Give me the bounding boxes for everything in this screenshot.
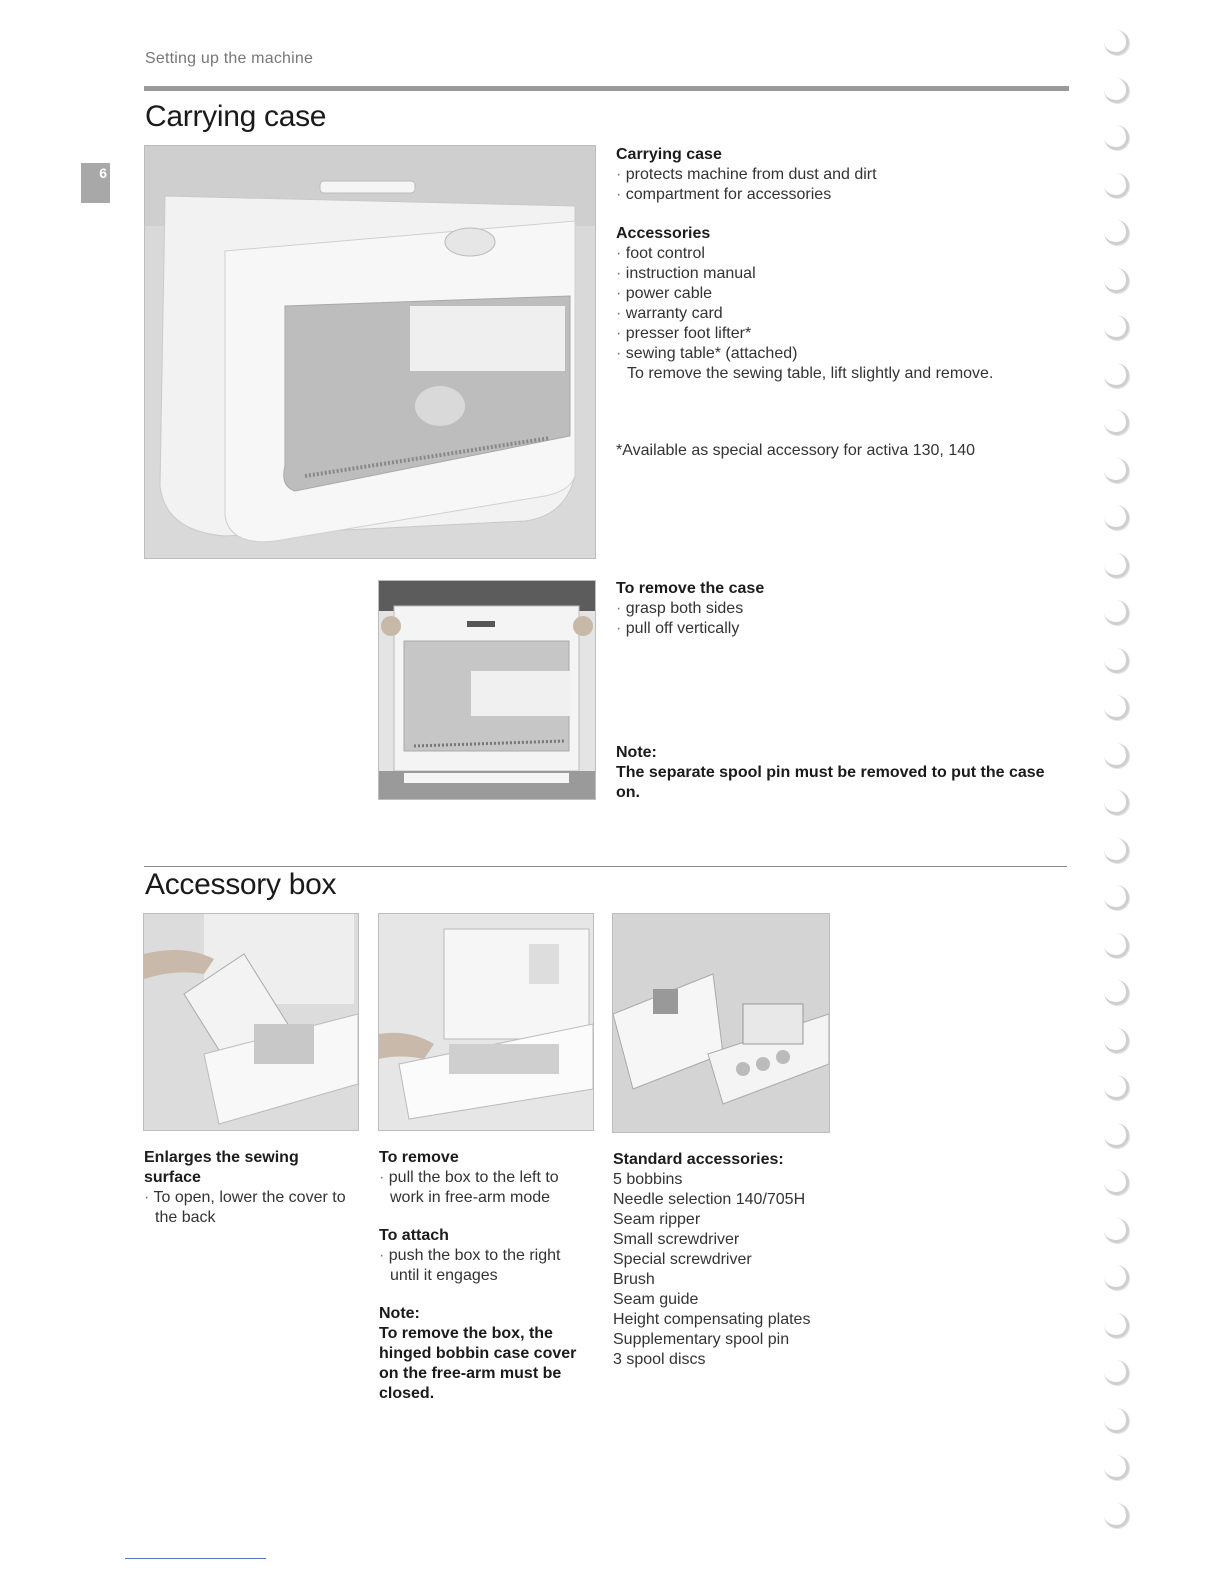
binder-hole	[1104, 315, 1129, 340]
accessory-box-remove-illustration	[379, 914, 593, 1130]
footer-line	[125, 1558, 266, 1559]
binder-hole	[1104, 600, 1129, 625]
carrying-case-heading: Carrying case	[145, 100, 327, 133]
binder-hole	[1104, 78, 1129, 103]
page-number-tab	[81, 163, 110, 203]
case-note	[616, 743, 1056, 803]
binder-hole	[1104, 695, 1129, 720]
accessory-box-open-photo	[143, 913, 359, 1131]
remove-case-photo	[378, 580, 596, 800]
note-text: The separate spool pin must be removed to put the case on.	[616, 764, 1045, 801]
binder-hole	[1104, 220, 1129, 245]
binder-hole	[1104, 933, 1129, 958]
binder-hole	[1104, 1123, 1129, 1148]
section-divider	[144, 866, 1067, 867]
list-item: 5 bobbins	[613, 1171, 683, 1188]
footnote: *Available as special accessory for activa 130, 140	[616, 442, 976, 459]
binder-hole	[1104, 648, 1129, 673]
binder-hole	[1104, 838, 1129, 863]
standard-accessories-photo	[612, 913, 830, 1133]
enlarges-subtitle: Enlarges the sewing surface	[144, 1149, 299, 1186]
binder-hole	[1104, 1075, 1129, 1100]
binder-hole	[1104, 885, 1129, 910]
binder-hole	[1104, 1265, 1129, 1290]
list-item: · pull the box to the left to work in free-arm mode	[379, 1168, 594, 1208]
list-item: Needle selection 140/705H	[613, 1191, 806, 1208]
to-remove-subtitle: To remove	[379, 1149, 459, 1166]
binder-hole	[1104, 1313, 1129, 1338]
list-item: · pull off vertically	[616, 619, 1056, 639]
binder-hole	[1104, 410, 1129, 435]
remove-case-instructions	[616, 579, 1056, 639]
header-rule	[144, 86, 1069, 91]
list-item: Brush	[613, 1271, 655, 1288]
remove-case-subtitle: To remove the case	[616, 580, 765, 597]
binder-hole	[1104, 363, 1129, 388]
carrying-case-description	[616, 145, 1056, 384]
list-item: 3 spool discs	[613, 1351, 706, 1368]
accessories-subtitle: Accessories	[616, 225, 711, 242]
sewing-table-instruction: To remove the sewing table, lift slightly and remove.	[627, 365, 994, 382]
carrying-case-subtitle: Carrying case	[616, 146, 722, 163]
accessory-box-remove-photo	[378, 913, 594, 1131]
list-item: Special screwdriver	[613, 1251, 752, 1268]
binder-hole	[1104, 980, 1129, 1005]
running-header: Setting up the machine	[145, 50, 314, 67]
binder-hole	[1104, 458, 1129, 483]
binder-hole	[1104, 268, 1129, 293]
to-attach-subtitle: To attach	[379, 1227, 449, 1244]
list-item: · grasp both sides	[616, 599, 1056, 619]
accessory-box-col1	[144, 1148, 359, 1228]
list-item: · push the box to the right until it engages	[379, 1246, 594, 1286]
list-item: · power cable	[616, 284, 1056, 304]
binder-hole	[1104, 1408, 1129, 1433]
accessory-box-open-illustration	[144, 914, 358, 1130]
binder-hole	[1104, 553, 1129, 578]
list-item: Small screwdriver	[613, 1231, 740, 1248]
list-item: · To open, lower the cover to the back	[144, 1188, 359, 1228]
accessory-box-col2	[379, 1148, 594, 1404]
accessory-box-col3	[613, 1150, 863, 1370]
list-item: · sewing table* (attached)	[616, 344, 1056, 364]
remove-case-illustration	[379, 581, 595, 799]
list-item: Seam ripper	[613, 1211, 701, 1228]
standard-accessories-subtitle: Standard accessories:	[613, 1151, 784, 1168]
list-item: · compartment for accessories	[616, 185, 1056, 205]
binder-hole	[1104, 30, 1129, 55]
page-number: 6	[99, 165, 107, 181]
accessory-box-heading: Accessory box	[145, 868, 337, 901]
list-item: Supplementary spool pin	[613, 1331, 790, 1348]
binder-hole	[1104, 1455, 1129, 1480]
binder-hole	[1104, 1028, 1129, 1053]
standard-accessories-illustration	[613, 914, 829, 1132]
binder-hole	[1104, 173, 1129, 198]
carrying-case-photo	[144, 145, 596, 559]
binder-hole	[1104, 1170, 1129, 1195]
note-label: Note:	[616, 744, 657, 761]
binder-hole	[1104, 743, 1129, 768]
list-item: · instruction manual	[616, 264, 1056, 284]
list-item: · presser foot lifter*	[616, 324, 1056, 344]
carrying-case-illustration	[145, 146, 595, 558]
list-item: Height compensating plates	[613, 1311, 811, 1328]
list-item: · foot control	[616, 244, 1056, 264]
note-text: To remove the box, the hinged bobbin case cover on the free-arm must be closed.	[379, 1325, 577, 1402]
list-item: · protects machine from dust and dirt	[616, 165, 1056, 185]
list-item: · warranty card	[616, 304, 1056, 324]
list-item: Seam guide	[613, 1291, 699, 1308]
binder-hole	[1104, 125, 1129, 150]
binder-hole	[1104, 1218, 1129, 1243]
binder-hole	[1104, 1503, 1129, 1528]
binder-hole	[1104, 1360, 1129, 1385]
note-label: Note:	[379, 1305, 420, 1322]
binder-hole	[1104, 505, 1129, 530]
binder-hole	[1104, 790, 1129, 815]
